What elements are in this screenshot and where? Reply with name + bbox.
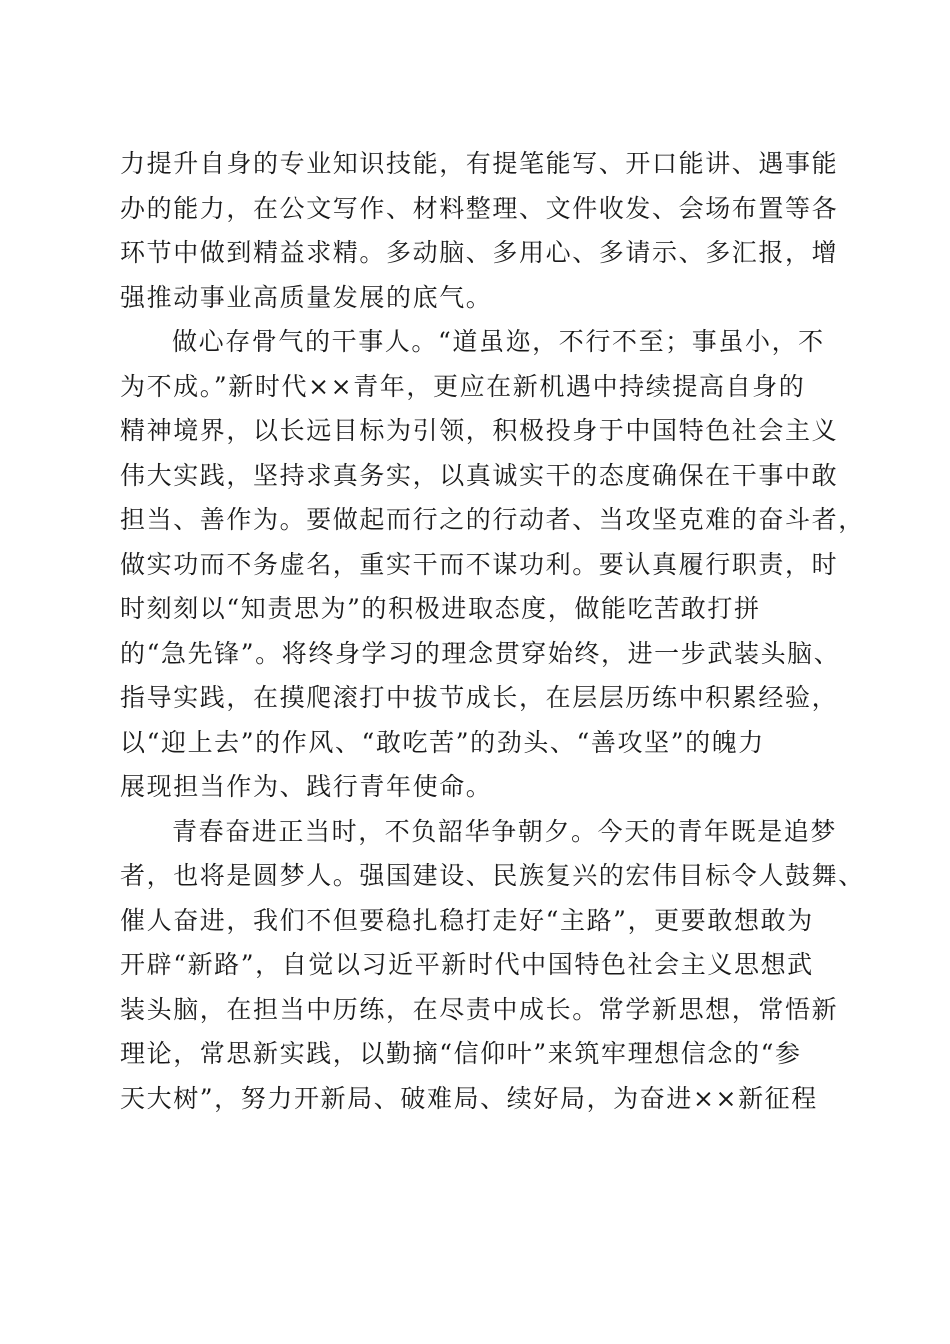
text-line: 者，也将是圆梦人。强国建设、民族复兴的宏伟目标令人鼓舞、	[120, 861, 865, 890]
text-line: 力提升自身的专业知识技能，有提笔能写、开口能讲、遇事能	[120, 149, 839, 178]
text-line: 展现担当作为、践行青年使命。	[120, 772, 493, 801]
text-line: 为不成。”新时代××青年，更应在新机遇中持续提高自身的	[120, 371, 806, 401]
text-line: 强推动事业高质量发展的底气。	[120, 282, 493, 312]
text-line: 办的能力，在公文写作、材料整理、文件收发、会场布置等各	[120, 193, 839, 223]
text-line: 的“急先锋”。将终身学习的理念贯穿始终，进一步武装头脑、	[120, 638, 841, 668]
text-line: 精神境界，以长远目标为引领，积极投身于中国特色社会主义	[120, 416, 839, 445]
text-line: 以“迎上去”的作风、“敢吃苦”的劲头、“善攻坚”的魄力	[120, 727, 765, 757]
body-text	[120, 142, 865, 1121]
text-line: 装头脑，在担当中历练，在尽责中成长。常学新思想，常悟新	[120, 994, 839, 1024]
paragraph-start-line: 做心存骨气的干事人。“道虽迩，不行不至；事虽小，不	[172, 327, 825, 356]
text-line: 指导实践，在摸爬滚打中拔节成长，在层层历练中积累经验，	[120, 683, 839, 712]
text-line: 开辟“新路”，自觉以习近平新时代中国特色社会主义思想武	[120, 950, 814, 979]
text-line: 环节中做到精益求精。多动脑、多用心、多请示、多汇报，增	[120, 238, 839, 267]
text-line: 天大树”，努力开新局、破难局、续好局，为奋进××新征程	[120, 1083, 818, 1113]
text-line: 时刻刻以“知责思为”的积极进取态度，做能吃苦敢打拼	[120, 594, 761, 623]
text-line: 做实功而不务虚名，重实干而不谋功利。要认真履行职责，时	[120, 549, 839, 579]
text-line: 理论，常思新实践，以勤摘“信仰叶”来筑牢理想信念的“参	[120, 1039, 802, 1068]
text-line: 担当、善作为。要做起而行之的行动者、当攻坚克难的奋斗者，	[120, 505, 865, 534]
text-line: 伟大实践，坚持求真务实，以真诚实干的态度确保在干事中敢	[120, 460, 839, 490]
text-line: 催人奋进，我们不但要稳扎稳打走好“主路”，更要敢想敢为	[120, 905, 814, 935]
paragraph-start-line: 青春奋进正当时，不负韶华争朝夕。今天的青年既是追梦	[172, 816, 838, 846]
